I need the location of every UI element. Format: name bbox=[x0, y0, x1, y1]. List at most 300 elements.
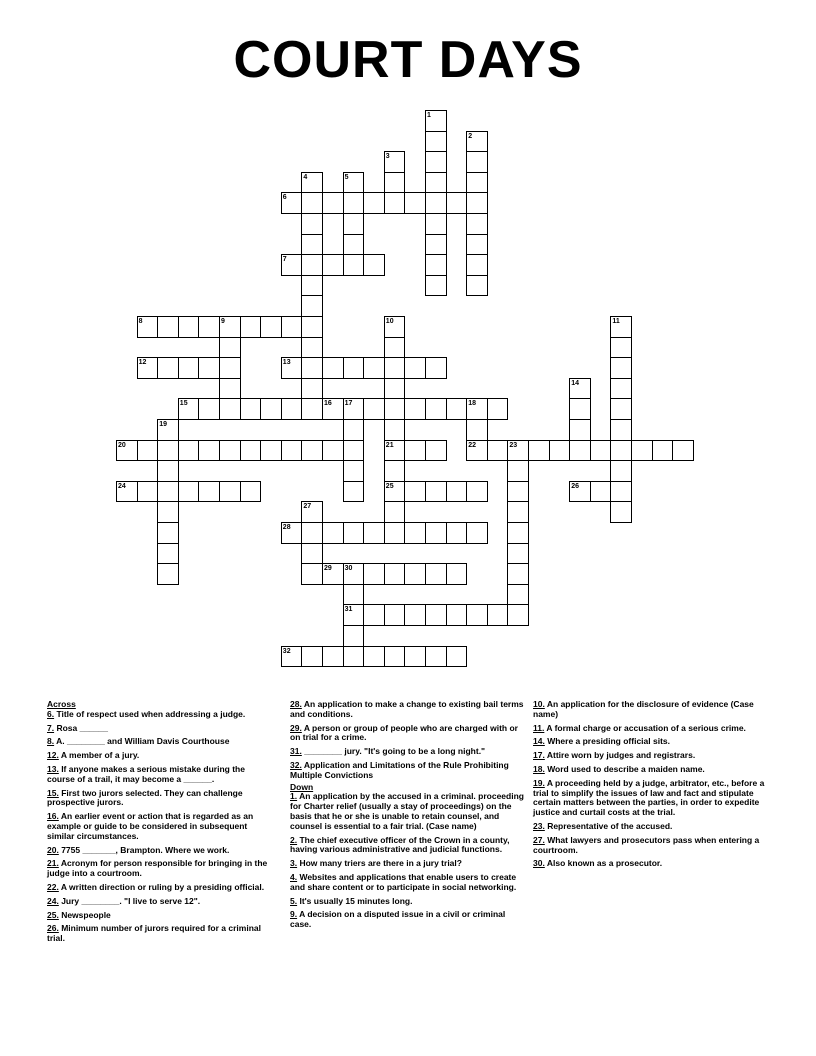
grid-cell[interactable] bbox=[157, 316, 179, 338]
grid-cell[interactable] bbox=[487, 398, 509, 420]
grid-cell[interactable] bbox=[281, 192, 303, 214]
grid-cell[interactable] bbox=[137, 357, 159, 379]
clue-item bbox=[533, 737, 768, 747]
grid-cell[interactable] bbox=[446, 481, 468, 503]
grid-cell[interactable] bbox=[466, 234, 488, 256]
grid-cell[interactable] bbox=[157, 481, 179, 503]
grid-cell[interactable] bbox=[425, 481, 447, 503]
grid-cell[interactable] bbox=[549, 440, 571, 462]
clue-number: 31 bbox=[344, 606, 353, 614]
clue-item bbox=[290, 761, 525, 781]
grid-cell[interactable] bbox=[610, 481, 632, 503]
clue-item-text: A member of a jury. bbox=[58, 750, 140, 761]
grid-cell[interactable] bbox=[178, 316, 200, 338]
grid-cell[interactable] bbox=[425, 192, 447, 214]
grid-cell[interactable] bbox=[404, 646, 426, 668]
grid-cell[interactable] bbox=[528, 440, 550, 462]
grid-cell[interactable] bbox=[590, 440, 612, 462]
grid-cell[interactable] bbox=[384, 172, 406, 194]
grid-cell[interactable] bbox=[157, 543, 179, 565]
grid-cell[interactable] bbox=[137, 440, 159, 462]
clue-item-text: It's usually 15 minutes long. bbox=[297, 895, 413, 906]
grid-cell[interactable] bbox=[178, 398, 200, 420]
grid-cell[interactable] bbox=[343, 172, 365, 194]
grid-cell[interactable] bbox=[343, 646, 365, 668]
grid-cell[interactable] bbox=[425, 131, 447, 153]
grid-cell[interactable] bbox=[363, 522, 385, 544]
down-clue-list bbox=[290, 792, 525, 930]
grid-cell[interactable] bbox=[322, 192, 344, 214]
grid-cell[interactable] bbox=[384, 481, 406, 503]
clue-item-text: ________ jury. "It's going to be a long night." bbox=[301, 746, 486, 757]
clue-number: 7 bbox=[282, 256, 287, 264]
grid-cell[interactable] bbox=[219, 357, 241, 379]
grid-cell[interactable] bbox=[343, 192, 365, 214]
grid-cell[interactable] bbox=[363, 604, 385, 626]
grid-cell[interactable] bbox=[363, 357, 385, 379]
grid-cell[interactable] bbox=[281, 646, 303, 668]
grid-cell[interactable] bbox=[507, 604, 529, 626]
clue-item bbox=[533, 822, 768, 832]
grid-cell[interactable] bbox=[507, 481, 529, 503]
grid-cell[interactable] bbox=[343, 357, 365, 379]
clue-item-number: 15. bbox=[47, 787, 59, 798]
clue-item bbox=[290, 873, 525, 893]
grid-cell[interactable] bbox=[219, 378, 241, 400]
grid-cell[interactable] bbox=[198, 316, 220, 338]
grid-cell[interactable] bbox=[672, 440, 694, 462]
grid-cell[interactable] bbox=[384, 378, 406, 400]
clue-number: 13 bbox=[282, 359, 291, 367]
grid-cell[interactable] bbox=[219, 440, 241, 462]
clue-item-number: 24. bbox=[47, 895, 59, 906]
clue-item-number: 1. bbox=[290, 791, 298, 802]
clue-item bbox=[290, 910, 525, 930]
grid-cell[interactable] bbox=[466, 213, 488, 235]
across-clue-list-continued bbox=[290, 700, 525, 781]
grid-cell[interactable] bbox=[384, 563, 406, 585]
grid-cell[interactable] bbox=[322, 398, 344, 420]
clue-item-number: 27. bbox=[533, 834, 545, 845]
clue-item-number: 4. bbox=[290, 871, 298, 882]
grid-cell[interactable] bbox=[507, 460, 529, 482]
grid-cell[interactable] bbox=[219, 481, 241, 503]
clue-item-number: 2. bbox=[290, 834, 298, 845]
clue-number: 32 bbox=[282, 647, 291, 655]
grid-cell[interactable] bbox=[446, 563, 468, 585]
clue-number: 30 bbox=[344, 565, 353, 573]
grid-cell[interactable] bbox=[281, 254, 303, 276]
across-clue-list bbox=[47, 710, 272, 944]
grid-cell[interactable] bbox=[240, 440, 262, 462]
grid-cell[interactable] bbox=[425, 563, 447, 585]
clue-item-text: Representative of the accused. bbox=[544, 820, 673, 831]
grid-cell[interactable] bbox=[343, 563, 365, 585]
grid-cell[interactable] bbox=[446, 192, 468, 214]
grid-cell[interactable] bbox=[384, 646, 406, 668]
grid-cell[interactable] bbox=[343, 522, 365, 544]
clue-item-text: An application for the disclosure of evidence (Case name) bbox=[533, 699, 754, 719]
grid-cell[interactable] bbox=[260, 440, 282, 462]
clue-item bbox=[290, 897, 525, 907]
grid-cell[interactable] bbox=[425, 357, 447, 379]
grid-cell[interactable] bbox=[363, 192, 385, 214]
clue-item-number: 29. bbox=[290, 722, 302, 733]
grid-cell[interactable] bbox=[301, 213, 323, 235]
clue-number: 3 bbox=[385, 153, 390, 161]
grid-cell[interactable] bbox=[446, 398, 468, 420]
clue-item-text: If anyone makes a serious mistake during the course of a trail, it may become a ______. bbox=[47, 763, 245, 784]
grid-cell[interactable] bbox=[301, 378, 323, 400]
clue-item-text: Where a presiding official sits. bbox=[544, 736, 670, 747]
grid-cell[interactable] bbox=[343, 460, 365, 482]
clue-number: 6 bbox=[282, 194, 287, 202]
grid-cell[interactable] bbox=[322, 357, 344, 379]
clue-item bbox=[533, 751, 768, 761]
grid-cell[interactable] bbox=[466, 275, 488, 297]
grid-cell[interactable] bbox=[343, 604, 365, 626]
clue-item-number: 30. bbox=[533, 858, 545, 869]
clue-number: 24 bbox=[118, 482, 126, 490]
clue-item bbox=[47, 812, 272, 841]
grid-cell[interactable] bbox=[301, 275, 323, 297]
grid-cell[interactable] bbox=[507, 440, 529, 462]
grid-cell[interactable] bbox=[219, 398, 241, 420]
grid-cell[interactable] bbox=[384, 192, 406, 214]
grid-cell[interactable] bbox=[281, 316, 303, 338]
grid-cell[interactable] bbox=[466, 151, 488, 173]
grid-cell[interactable] bbox=[384, 440, 406, 462]
clue-number: 1 bbox=[427, 112, 431, 119]
grid-cell[interactable] bbox=[157, 460, 179, 482]
grid-cell[interactable] bbox=[343, 254, 365, 276]
grid-cell[interactable] bbox=[301, 501, 323, 523]
grid-cell[interactable] bbox=[198, 481, 220, 503]
grid-cell[interactable] bbox=[157, 419, 179, 441]
grid-cell[interactable] bbox=[425, 440, 447, 462]
grid-cell[interactable] bbox=[157, 440, 179, 462]
clue-item-number: 26. bbox=[47, 923, 59, 934]
grid-cell[interactable] bbox=[301, 440, 323, 462]
clue-item-number: 19. bbox=[533, 777, 545, 788]
grid-cell[interactable] bbox=[384, 604, 406, 626]
grid-cell[interactable] bbox=[219, 337, 241, 359]
grid-cell[interactable] bbox=[301, 172, 323, 194]
grid-cell[interactable] bbox=[404, 398, 426, 420]
clue-number: 26 bbox=[571, 482, 579, 490]
clue-item bbox=[47, 765, 272, 785]
grid-cell[interactable] bbox=[466, 192, 488, 214]
clue-item-text: Newspeople bbox=[58, 909, 111, 920]
grid-cell[interactable] bbox=[384, 151, 406, 173]
clue-item bbox=[290, 700, 525, 720]
clue-item-number: 16. bbox=[47, 811, 59, 822]
clue-item-text: How many triers are there in a jury trial? bbox=[297, 858, 462, 869]
clue-item bbox=[47, 737, 272, 747]
clue-number: 16 bbox=[324, 400, 332, 408]
grid-cell[interactable] bbox=[507, 522, 529, 544]
grid-cell[interactable] bbox=[343, 398, 365, 420]
clue-number: 4 bbox=[303, 173, 308, 181]
grid-cell[interactable] bbox=[343, 584, 365, 606]
grid-cell[interactable] bbox=[301, 357, 323, 379]
grid-cell[interactable] bbox=[219, 316, 241, 338]
grid-cell[interactable] bbox=[652, 440, 674, 462]
clue-item bbox=[47, 789, 272, 809]
clue-item-number: 12. bbox=[47, 750, 59, 761]
clue-item bbox=[47, 859, 272, 879]
down-heading: Down bbox=[290, 781, 314, 792]
grid-cell[interactable] bbox=[610, 501, 632, 523]
grid-cell[interactable] bbox=[281, 440, 303, 462]
clue-item-number: 3. bbox=[290, 858, 298, 869]
grid-cell[interactable] bbox=[404, 522, 426, 544]
grid-cell[interactable] bbox=[343, 213, 365, 235]
grid-cell[interactable] bbox=[610, 460, 632, 482]
grid-cell[interactable] bbox=[157, 357, 179, 379]
clue-item bbox=[290, 747, 525, 757]
clue-number: 29 bbox=[324, 565, 332, 573]
grid-cell[interactable] bbox=[425, 172, 447, 194]
across-heading: Across bbox=[47, 699, 76, 709]
clue-item-number: 22. bbox=[47, 881, 59, 892]
grid-cell[interactable] bbox=[322, 563, 344, 585]
clue-item-number: 6. bbox=[47, 708, 55, 719]
grid-cell[interactable] bbox=[569, 398, 591, 420]
grid-cell[interactable] bbox=[384, 398, 406, 420]
clue-item-text: An application to make a change to existing bail terms and conditions. bbox=[290, 699, 524, 719]
clue-item bbox=[47, 846, 272, 856]
clue-number: 28 bbox=[282, 524, 291, 531]
grid-cell[interactable] bbox=[384, 357, 406, 379]
clue-item-text: Application and Limitations of the Rule Prohibiting Multiple Convictions bbox=[290, 759, 509, 780]
grid-cell[interactable] bbox=[466, 604, 488, 626]
grid-cell[interactable] bbox=[198, 440, 220, 462]
grid-cell[interactable] bbox=[137, 481, 159, 503]
clue-number: 17 bbox=[344, 400, 353, 408]
clue-item-number: 10. bbox=[533, 699, 545, 709]
grid-cell[interactable] bbox=[322, 522, 344, 544]
grid-cell[interactable] bbox=[425, 110, 447, 132]
grid-cell[interactable] bbox=[322, 646, 344, 668]
clue-item-text: Word used to describe a maiden name. bbox=[544, 763, 705, 774]
grid-cell[interactable] bbox=[178, 481, 200, 503]
grid-cell[interactable] bbox=[260, 398, 282, 420]
grid-cell[interactable] bbox=[466, 398, 488, 420]
grid-cell[interactable] bbox=[404, 192, 426, 214]
clue-number: 2 bbox=[468, 132, 473, 140]
grid-cell[interactable] bbox=[425, 275, 447, 297]
clue-item-text: The chief executive officer of the Crown in a county, having various administrative and judicial functions. bbox=[290, 834, 510, 855]
clue-item-text: A formal charge or accusation of a serious crime. bbox=[544, 722, 746, 733]
grid-cell[interactable] bbox=[137, 316, 159, 338]
clue-number: 14 bbox=[571, 379, 579, 387]
grid-cell[interactable] bbox=[343, 481, 365, 503]
clue-item-text: A decision on a disputed issue in a civil or criminal case. bbox=[290, 909, 506, 930]
grid-cell[interactable] bbox=[404, 604, 426, 626]
grid-cell[interactable] bbox=[116, 440, 138, 462]
grid-cell[interactable] bbox=[260, 316, 282, 338]
clue-number: 10 bbox=[385, 318, 394, 325]
clue-item-text: A written direction or ruling by a presiding official. bbox=[58, 881, 265, 892]
clue-item bbox=[290, 724, 525, 744]
grid-cell[interactable] bbox=[425, 234, 447, 256]
grid-cell[interactable] bbox=[384, 419, 406, 441]
grid-cell[interactable] bbox=[384, 501, 406, 523]
clue-item bbox=[47, 911, 272, 921]
clue-number: 5 bbox=[344, 173, 349, 181]
grid-cell[interactable] bbox=[507, 563, 529, 585]
grid-cell[interactable] bbox=[157, 563, 179, 585]
grid-cell[interactable] bbox=[425, 646, 447, 668]
grid-cell[interactable] bbox=[425, 522, 447, 544]
clue-number: 23 bbox=[509, 441, 518, 449]
grid-cell[interactable] bbox=[384, 460, 406, 482]
grid-cell[interactable] bbox=[569, 419, 591, 441]
clue-item-text: An earlier event or action that is regarded as an example or guide to be considered in subsequent similar circumstances. bbox=[47, 811, 254, 841]
clue-number: 20 bbox=[118, 441, 126, 449]
grid-cell[interactable] bbox=[446, 522, 468, 544]
grid-cell[interactable] bbox=[466, 440, 488, 462]
grid-cell[interactable] bbox=[343, 234, 365, 256]
clue-item-text: Minimum number of jurors required for a criminal trial. bbox=[47, 923, 261, 944]
grid-cell[interactable] bbox=[281, 357, 303, 379]
grid-cell[interactable] bbox=[301, 192, 323, 214]
clue-item bbox=[533, 859, 768, 869]
grid-cell[interactable] bbox=[466, 419, 488, 441]
clue-item-number: 17. bbox=[533, 750, 545, 761]
grid-cell[interactable] bbox=[301, 543, 323, 565]
grid-cell[interactable] bbox=[178, 440, 200, 462]
grid-cell[interactable] bbox=[301, 563, 323, 585]
grid-cell[interactable] bbox=[301, 522, 323, 544]
grid-cell[interactable] bbox=[198, 357, 220, 379]
clue-number: 18 bbox=[468, 400, 476, 408]
grid-cell[interactable] bbox=[466, 481, 488, 503]
grid-cell[interactable] bbox=[569, 378, 591, 400]
clue-item bbox=[47, 897, 272, 907]
clue-item-number: 8. bbox=[47, 736, 55, 747]
grid-cell[interactable] bbox=[384, 337, 406, 359]
grid-cell[interactable] bbox=[157, 501, 179, 523]
grid-cell[interactable] bbox=[240, 316, 262, 338]
clue-item-number: 13. bbox=[47, 763, 59, 774]
grid-cell[interactable] bbox=[301, 316, 323, 338]
grid-cell[interactable] bbox=[487, 440, 509, 462]
clue-item-text: A person or group of people who are charged with or on trial for a crime. bbox=[290, 722, 518, 743]
clue-number: 21 bbox=[385, 441, 394, 449]
clue-item bbox=[47, 724, 272, 734]
grid-cell[interactable] bbox=[363, 563, 385, 585]
grid-cell[interactable] bbox=[343, 440, 365, 462]
clue-item bbox=[47, 710, 272, 720]
grid-cell[interactable] bbox=[425, 213, 447, 235]
grid-cell[interactable] bbox=[610, 398, 632, 420]
grid-cell[interactable] bbox=[384, 316, 406, 338]
grid-cell[interactable] bbox=[178, 357, 200, 379]
grid-cell[interactable] bbox=[487, 604, 509, 626]
grid-cell[interactable] bbox=[610, 378, 632, 400]
grid-cell[interactable] bbox=[425, 254, 447, 276]
grid-cell[interactable] bbox=[610, 357, 632, 379]
clue-item-text: Also known as a prosecutor. bbox=[544, 858, 663, 869]
clue-item-text: A. ________ and William Davis Courthouse bbox=[54, 736, 230, 747]
clue-item-number: 11. bbox=[533, 722, 545, 733]
grid-cell[interactable] bbox=[569, 481, 591, 503]
clue-item-number: 14. bbox=[533, 736, 545, 747]
clue-item bbox=[290, 859, 525, 869]
grid-cell[interactable] bbox=[466, 254, 488, 276]
clue-item-number: 31. bbox=[290, 746, 302, 757]
grid-cell[interactable] bbox=[240, 398, 262, 420]
clue-item bbox=[533, 836, 768, 856]
grid-cell[interactable] bbox=[425, 151, 447, 173]
grid-cell[interactable] bbox=[157, 522, 179, 544]
grid-cell[interactable] bbox=[198, 398, 220, 420]
clue-item-number: 9. bbox=[290, 909, 298, 920]
grid-cell[interactable] bbox=[610, 316, 632, 338]
grid-cell[interactable] bbox=[116, 481, 138, 503]
grid-cell[interactable] bbox=[343, 625, 365, 647]
grid-cell[interactable] bbox=[322, 254, 344, 276]
grid-cell[interactable] bbox=[363, 398, 385, 420]
grid-cell[interactable] bbox=[363, 254, 385, 276]
grid-cell[interactable] bbox=[425, 398, 447, 420]
grid-cell[interactable] bbox=[281, 522, 303, 544]
grid-cell[interactable] bbox=[322, 440, 344, 462]
grid-cell[interactable] bbox=[363, 646, 385, 668]
grid-cell[interactable] bbox=[507, 501, 529, 523]
clue-item bbox=[290, 836, 525, 856]
grid-cell[interactable] bbox=[404, 357, 426, 379]
grid-cell[interactable] bbox=[281, 398, 303, 420]
grid-cell[interactable] bbox=[384, 522, 406, 544]
grid-cell[interactable] bbox=[425, 604, 447, 626]
grid-cell[interactable] bbox=[446, 604, 468, 626]
clue-item-text: 7755 _______, Brampton. Where we work. bbox=[58, 844, 230, 855]
grid-cell[interactable] bbox=[590, 481, 612, 503]
grid-cell[interactable] bbox=[610, 419, 632, 441]
grid-cell[interactable] bbox=[240, 481, 262, 503]
grid-cell[interactable] bbox=[446, 646, 468, 668]
clue-number: 15 bbox=[179, 400, 188, 408]
grid-cell[interactable] bbox=[301, 646, 323, 668]
grid-cell[interactable] bbox=[507, 584, 529, 606]
grid-cell[interactable] bbox=[466, 522, 488, 544]
clue-item-text: Rosa ______ bbox=[54, 722, 108, 733]
grid-cell[interactable] bbox=[466, 172, 488, 194]
grid-cell[interactable] bbox=[569, 440, 591, 462]
grid-cell[interactable] bbox=[466, 131, 488, 153]
grid-cell[interactable] bbox=[404, 440, 426, 462]
grid-cell[interactable] bbox=[301, 398, 323, 420]
grid-cell[interactable] bbox=[631, 440, 653, 462]
grid-cell[interactable] bbox=[301, 337, 323, 359]
grid-cell[interactable] bbox=[507, 543, 529, 565]
clue-item-number: 28. bbox=[290, 699, 302, 709]
grid-cell[interactable] bbox=[301, 254, 323, 276]
grid-cell[interactable] bbox=[343, 419, 365, 441]
clue-item bbox=[47, 883, 272, 893]
clue-item-text: Jury ________. "I live to serve 12". bbox=[58, 895, 201, 906]
grid-cell[interactable] bbox=[301, 295, 323, 317]
grid-cell[interactable] bbox=[404, 481, 426, 503]
grid-cell[interactable] bbox=[610, 337, 632, 359]
clue-item bbox=[47, 924, 272, 944]
grid-cell[interactable] bbox=[301, 234, 323, 256]
grid-cell[interactable] bbox=[610, 440, 632, 462]
grid-cell[interactable] bbox=[404, 563, 426, 585]
